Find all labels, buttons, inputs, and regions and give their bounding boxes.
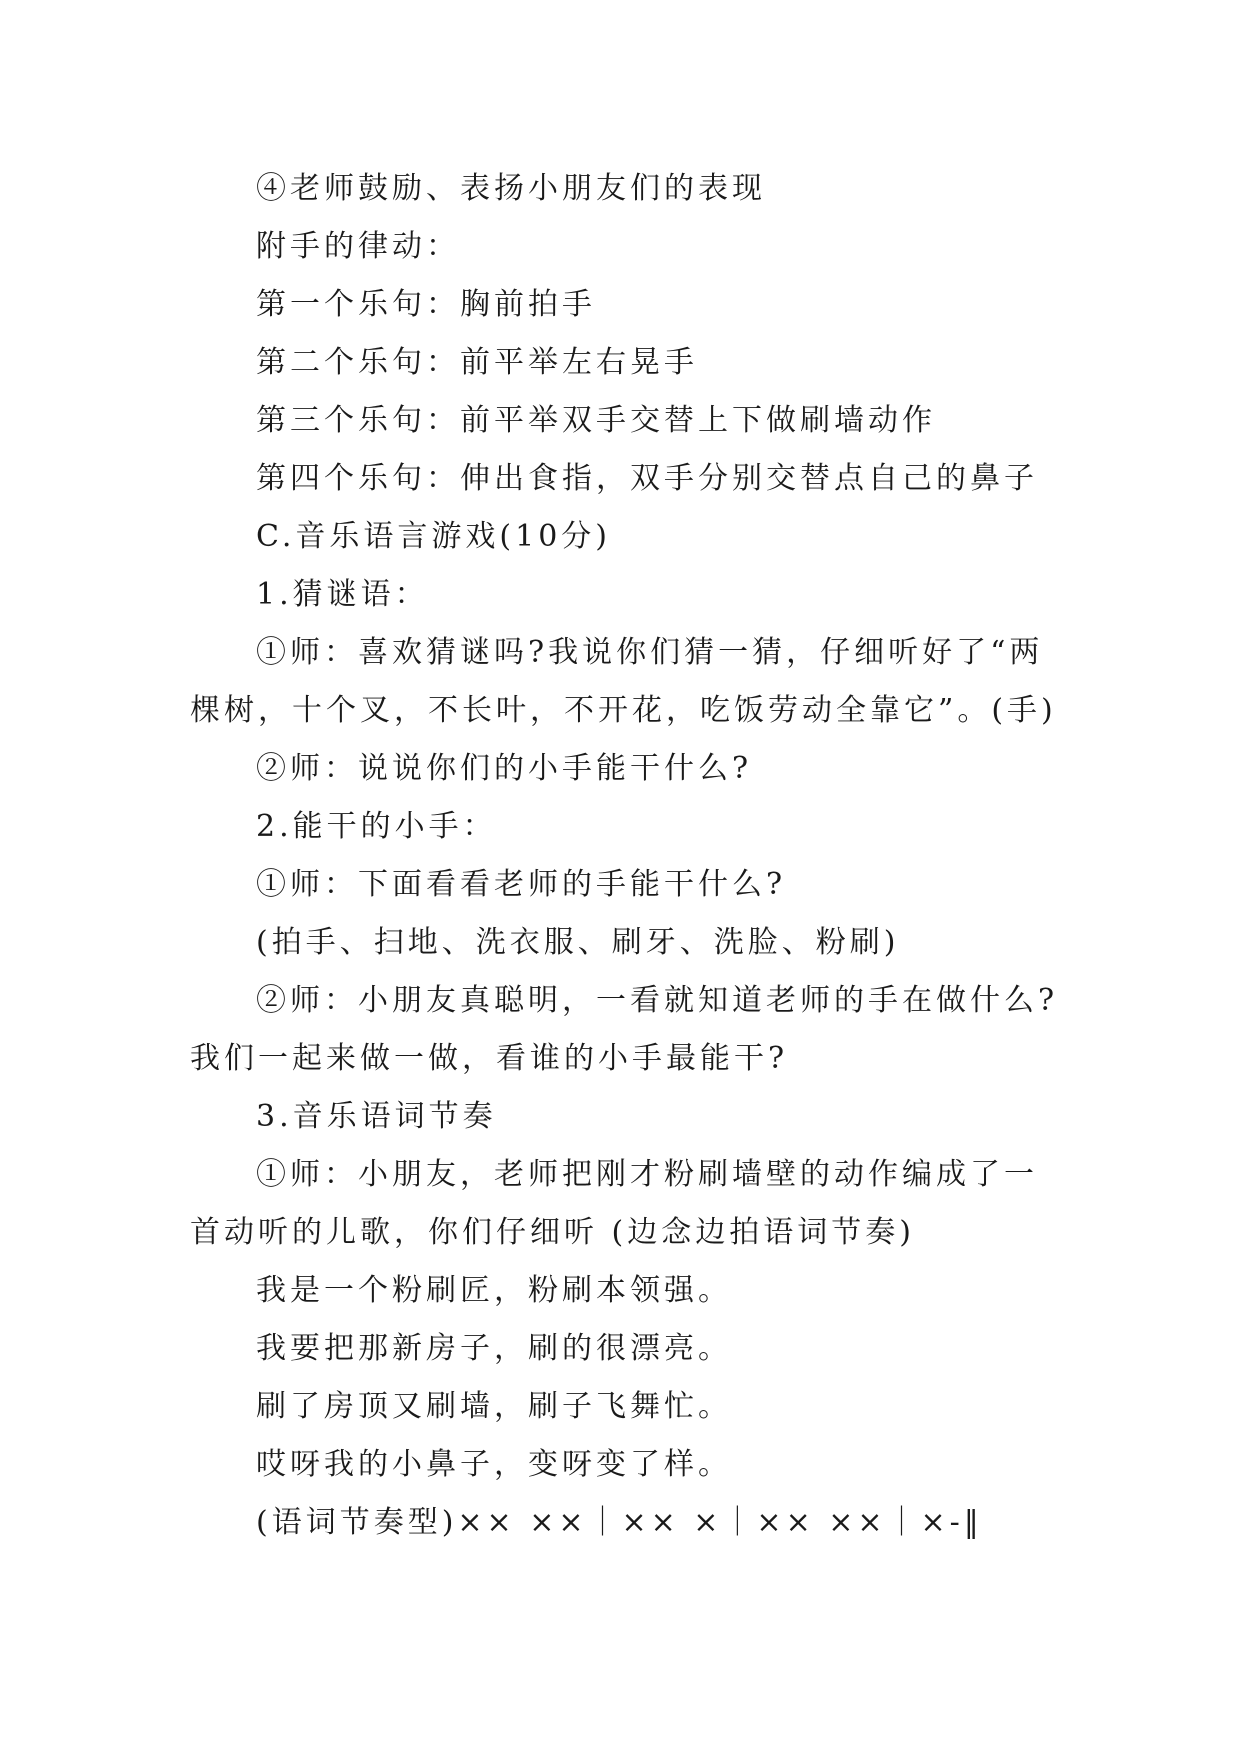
song-lyric-line: 我是一个粉刷匠，粉刷本领强。 — [256, 1273, 732, 1308]
paragraph: ④老师鼓励、表扬小朋友们的表现 — [256, 171, 766, 206]
subsection-heading: 3.音乐语词节奏 — [256, 1099, 497, 1134]
paragraph: ①师：下面看看老师的手能干什么? — [256, 867, 787, 902]
rhythm-pattern-line: (语词节奏型)×× ××｜×× ×｜×× ××｜×-‖ — [256, 1505, 983, 1540]
song-lyric-line: 哎呀我的小鼻子，变呀变了样。 — [256, 1447, 732, 1482]
paragraph: 附手的律动： — [256, 229, 460, 264]
paragraph: ②师：小朋友真聪明，一看就知道老师的手在做什么?我们一起来做一做，看谁的小手最能干? — [190, 983, 1059, 1076]
paragraph: 第二个乐句：前平举左右晃手 — [256, 345, 698, 380]
section-heading: C.音乐语言游戏(10分) — [256, 519, 612, 554]
song-lyric-line: 刷了房顶又刷墙，刷子飞舞忙。 — [256, 1389, 732, 1424]
paragraph: (拍手、扫地、洗衣服、刷牙、洗脸、粉刷) — [256, 925, 900, 960]
subsection-heading: 1.猜谜语： — [256, 577, 429, 612]
song-lyric-line: 我要把那新房子，刷的很漂亮。 — [256, 1331, 732, 1366]
paragraph: ②师：说说你们的小手能干什么? — [256, 751, 753, 786]
document-body — [190, 160, 1070, 1552]
subsection-heading: 2.能干的小手： — [256, 809, 497, 844]
paragraph: 第四个乐句：伸出食指，双手分别交替点自己的鼻子 — [256, 461, 1038, 496]
paragraph: 第三个乐句：前平举双手交替上下做刷墙动作 — [256, 403, 936, 438]
paragraph: 第一个乐句：胸前拍手 — [256, 287, 596, 322]
paragraph: ①师：喜欢猜谜吗?我说你们猜一猜，仔细听好了“两棵树，十个叉，不长叶，不开花，吃饭劳动全靠它”。(手) — [190, 635, 1057, 728]
paragraph: ①师：小朋友，老师把刚才粉刷墙壁的动作编成了一首动听的儿歌，你们仔细听 (边念边拍语词节奏) — [190, 1157, 1038, 1250]
